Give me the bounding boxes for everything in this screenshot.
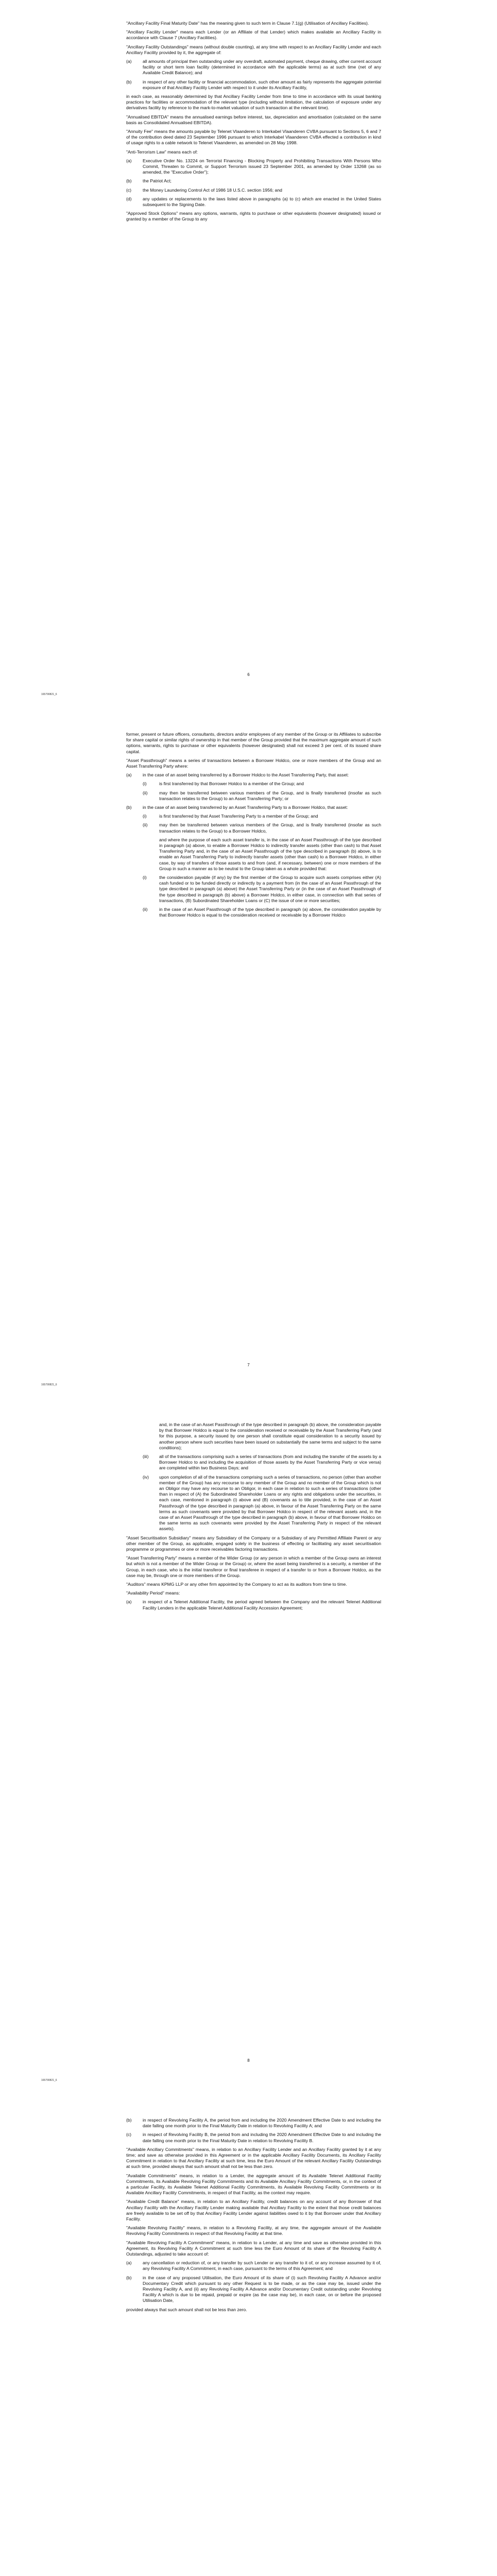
- list-item-label: (c): [126, 2132, 132, 2138]
- paragraph: in each case, as reasonably determined by that Ancillary Facility Lender from time to time in accordance with its usual banking practices for facilities or accommodation of the relevant type (including without limitation, the calculation of exposure under any derivatives facility by reference to the mark-to-market valuation of such transaction at the relevant time).: [126, 94, 381, 111]
- list-item: [126, 2275, 381, 2304]
- list-item-text: the Patriot Act;: [143, 178, 172, 184]
- paragraph: "Asset Securitisation Subsidiary" means any Subsidiary of the Company or a Subsidiary of any Permitted Affiliate Parent or any other member of the Group, as applicable, engaged solely in the business of effecting or facilitating any asset securitisation programme or programmes or one or more receivables factoring transactions.: [126, 1535, 381, 1552]
- list-item: [126, 59, 381, 76]
- paragraph: "Ancillary Facility Lender" means each Lender (or an Affiliate of that Lender) which makes available an Ancillary Facility in accordance with Clause 7 (Ancillary Facilities).: [126, 29, 381, 41]
- list-item-text: in respect of Revolving Facility B, the period from and including the 2020 Amendment Effective Date to and including the date falling one month prior to the Final Maturity Date in relation to Revolving Facility B.: [143, 2132, 381, 2143]
- paragraph: "Annualised EBITDA" means the annualised earnings before interest, tax, depreciation and amortisation (calculated on the same basis as Consolidated Annualised EBITDA).: [126, 114, 381, 125]
- document-id: 165790821_6: [41, 2079, 57, 2082]
- list-item-label: (d): [126, 196, 132, 201]
- list-item-text: in the case of an asset being transferred by an Asset Transferring Party to a Borrower Holdco, that asset:: [143, 805, 348, 810]
- list-item-label: (b): [126, 2117, 132, 2123]
- list-item-text: is first transferred by that Asset Transferring Party to a member of the Group; and: [159, 814, 318, 819]
- list-item: [126, 2132, 381, 2143]
- sub-list-item: [143, 907, 381, 918]
- list-item-label: (i): [143, 781, 147, 787]
- page-number: 6: [247, 672, 250, 677]
- page-number: 7: [247, 1363, 250, 1367]
- list-item: [126, 772, 381, 778]
- page-7-content: [126, 732, 381, 921]
- list-item-label: (iii): [143, 1454, 149, 1460]
- list-item-text: in the case of any proposed Utilisation, the Euro Amount of its share of (i) such Revolving Facility A Advance and/or Documentary Credit which pursuant to any other Request is to be made, or as the case may be, issued under the Revolving Facility A, and (ii) any Revolving Facility A Advance and/or Documentary Credit outstanding under Revolving Facility A which is due to be repaid, prepaid or expire (as the case may be), in each case, on or before the proposed Utilisation Date,: [143, 2275, 381, 2303]
- paragraph: "Availability Period" means:: [126, 1590, 180, 1596]
- list-item: [126, 79, 381, 91]
- list-item-label: (c): [126, 187, 132, 193]
- list-item-text: upon completion of all of the transactions comprising such a series of transactions, no person (other than another member of the Group) has any recourse to any member of the Group and no member of the Group which is not an Obligor may have any recourse to an Obligor, in each case in relation to such a series of transactions (other than in respect of (A) the Subordinated Shareholder Loans or any rights and obligations under the securities, in each case, mentioned in paragraph (i) above and (B) covenants as to title provided, in the case of an Asset Passthrough of the type described in paragraph (a) above, in favour of the Asset Transferring Party on the same terms as such covenants were provided by that Borrower Holdco in respect of the relevant assets and, in the case of an Asset Passthrough of the type described in paragraph (b) above, in favour of that Borrower Holdco on the same terms as such covenants were provided by the Asset Transferring Party in respect of the relevant assets).: [159, 1474, 381, 1532]
- sub-list-item: [143, 822, 381, 834]
- page-6-content: [126, 21, 381, 226]
- list-item-text: the consideration payable (if any) by the first member of the Group to acquire such assets comprises either (A) cash funded or to be funded directly or indirectly by a payment from (in the case of an Asset Passthrough of the type described in paragraph (a) above) the Asset Transferring Party or (in the case of an Asset Passthrough of the type described in paragraph (b) above) a Borrower Holdco, in either case, in connection with that series of transactions, (B) Subordinated Shareholder Loans or (C) the issue of one or more securities;: [159, 875, 381, 903]
- list-item: [126, 158, 381, 176]
- list-item: [126, 178, 381, 184]
- page-number: 8: [247, 2058, 250, 2063]
- paragraph: "Available Ancillary Commitments" means, in relation to an Ancillary Facility Lender and an Ancillary Facility granted by it at any time; and save as otherwise provided in this Agreement or in the applicable Ancillary Facility Documents, its Ancillary Facility Commitment in relation to that Ancillary Facility at such time, less the Euro Amount of the relevant Ancillary Facility Outstandings at such time, provided always that such amount shall not be less than zero.: [126, 2146, 381, 2170]
- list-item-text: any cancellation or reduction of, or any transfer by such Lender or any transfer to it of, or any increase assumed by it of, any Revolving Facility A Commitment, in each case, pursuant to the terms of this Agreement; and: [143, 2260, 381, 2272]
- list-item-text: in respect of any other facility or financial accommodation, such other amount as fairly represents the aggregate potential exposure of that Ancillary Facility Lender with respect to it under its Ancillary Facility,: [143, 79, 381, 90]
- list-item-text: in respect of a Telenet Additional Facility, the period agreed between the Company and the relevant Telenet Additional Facility Lenders in the applicable Telenet Additional Facility Accession Agreement;: [143, 1599, 381, 1611]
- document-id: 165790821_6: [41, 1383, 57, 1386]
- sub-list-item: [143, 790, 381, 802]
- paragraph: provided always that such amount shall not be less than zero.: [126, 2307, 247, 2312]
- list-item-label: (iv): [143, 1474, 149, 1480]
- list-item-label: (i): [143, 875, 147, 880]
- list-item-text: all of the transactions comprising such a series of transactions (from and including the transfer of the assets by a Borrower Holdco to and including the acquisition of those assets by the Asset Transferring Party or vice versa) are completed within two Business Days; and: [159, 1454, 381, 1471]
- paragraph: "Available Revolving Facility A Commitment" means, in relation to a Lender, at any time and save as otherwise provided in this Agreement, its Revolving Facility A Commitment at such time less the Euro Amount of its share of the Revolving Facility A Outstandings, adjusted to take account of:: [126, 2240, 381, 2257]
- document-id: 165790821_6: [41, 693, 57, 696]
- list-item-label: (a): [126, 1599, 132, 1605]
- paragraph: and, in the case of an Asset Passthrough of the type described in paragraph (b) above, the consideration payable by that Borrower Holdco is equal to the consideration received or receivable by the Asset Transferring Party (and for this purpose, a security issued by one person shall constitute equal consideration to a security issued by another person where such securities have been issued on substantially the same terms and subject to the same conditions);: [159, 1422, 381, 1450]
- list-item: [126, 1599, 381, 1611]
- list-item-text: may then be transferred between various members of the Group, and is finally transferred (insofar as such transaction relates to the Group) to a Borrower Holdco,: [159, 822, 381, 834]
- list-item-text: in the case of an asset being transferred by a Borrower Holdco to the Asset Transferring Party, that asset:: [143, 772, 349, 778]
- list-item-text: Executive Order No. 13224 on Terrorist Financing - Blocking Property and Prohibiting Transactions With Persons Who Commit, Threaten to Commit, or Support Terrorism issued 23 September 2001, as amended by Order 13268 (as so amended, the "Executive Order");: [143, 158, 381, 175]
- list-item-label: (i): [143, 814, 147, 819]
- page-9-content: [126, 2117, 381, 2316]
- paragraph: "Asset Passthrough" means a series of transactions between a Borrower Holdco, one or more members of the Group and an Asset Transferring Party where:: [126, 757, 381, 769]
- paragraph: "Available Revolving Facility" means, in relation to a Revolving Facility, at any time, the aggregate amount of the Available Revolving Facility Commitments in respect of that Revolving Facility at that time.: [126, 2225, 381, 2236]
- list-item: [126, 805, 381, 810]
- list-item-label: (ii): [143, 822, 148, 828]
- paragraph: "Available Commitments" means, in relation to a Lender, the aggregate amount of its Available Telenet Additional Facility Commitments, its Available Revolving Facility Commitments and its Available Ancillary Facility Commitments, or, in the context of a particular Facility, its Available Telenet Additional Facility Commitments, its Available Revolving Facility Commitments or its Available Ancillary Facility Commitments, in respect of that Facility, as the context may require.: [126, 2173, 381, 2196]
- list-item: [126, 2260, 381, 2272]
- list-item-label: (ii): [143, 790, 148, 795]
- paragraph: "Available Credit Balance" means, in relation to an Ancillary Facility, credit balances on any account of any Borrower of that Ancillary Facility with the Ancillary Facility Lender making available that Ancillary Facility to the extent that those credit balances are freely available to be set off by that Ancillary Facility Lender against liabilities owed to it by that Borrower under that Ancillary Facility.: [126, 2199, 381, 2222]
- list-item-text: in the case of an Asset Passthrough of the type described in paragraph (a) above, the consideration payable by that Borrower Holdco is equal to the consideration received or receivable by a Borrower Holdco: [159, 907, 381, 918]
- list-item-text: all amounts of principal then outstanding under any overdraft, automated payment, cheque drawing, other current account facility or short term loan facility (determined in accordance with the applicable terms) as at such time (net of any Available Credit Balance); and: [143, 59, 381, 76]
- list-item-text: in respect of Revolving Facility A, the period from and including the 2020 Amendment Effective Date to and including the date falling one month prior to the Final Maturity Date in relation to Revolving Facility A; and: [143, 2117, 381, 2129]
- list-item-text: any updates or replacements to the laws listed above in paragraphs (a) to (c) which are enacted in the United States subsequent to the Signing Date.: [143, 196, 381, 208]
- paragraph: "Ancillary Facility Final Maturity Date" has the meaning given to such term in Clause 7.1(g) (Utilisation of Ancillary Facilities).: [126, 21, 369, 26]
- sub-list-item: [143, 781, 381, 787]
- paragraph: "Asset Transferring Party" means a member of the Wider Group (or any person in which a member of the Group owns an interest but which is not a member of the Wider Group or the Group) or, where the asset being transferred is a security, a member of the Group, in each case, who is the initial transferor or final transferee in respect of a transfer to or from a Borrower Holdco, as the case may be, through one or more members of the Group.: [126, 1555, 381, 1578]
- list-item-label: (b): [126, 805, 132, 810]
- list-item: [126, 188, 381, 193]
- sub-list-item: [143, 814, 381, 819]
- paragraph: "Approved Stock Options" means any options, warrants, rights to purchase or other equivalents (however designated) issued or granted by a member of the Group to any: [126, 211, 381, 222]
- list-item-label: (a): [126, 59, 132, 64]
- list-item: [126, 196, 381, 208]
- list-item-label: (a): [126, 2260, 132, 2266]
- sub-list-item: [143, 1475, 381, 1532]
- page-8-content: [126, 1422, 381, 1614]
- list-item-label: (ii): [143, 907, 148, 912]
- paragraph: former, present or future officers, consultants, directors and/or employees of any member of the Group or its Affiliates to subscribe for share capital or similar rights of ownership in that member of the Group provided that the maximum aggregate amount of such options, warrants, rights to purchase or other equivalents (however designated) shall not exceed 3 per cent. of its issued share capital.: [126, 732, 381, 754]
- paragraph: "Ancillary Facility Outstandings" means (without double counting), at any time with respect to an Ancillary Facility Lender and each Ancillary Facility provided by it, the aggregate of:: [126, 44, 381, 55]
- sub-list-item: [143, 875, 381, 904]
- paragraph: "Auditors" means KPMG LLP or any other firm appointed by the Company to act as its auditors from time to time.: [126, 1582, 347, 1587]
- list-item-label: (a): [126, 158, 132, 163]
- list-item-label: (a): [126, 772, 132, 778]
- list-item-label: (b): [126, 79, 132, 84]
- sub-list-item: [143, 1454, 381, 1471]
- paragraph: "Anti-Terrorism Law" means each of:: [126, 149, 198, 155]
- list-item-text: may then be transferred between various members of the Group, and is finally transferred (insofar as such transaction relates to the Group) to an Asset Transferring Party; or: [159, 790, 381, 801]
- paragraph: "Annuity Fee" means the amounts payable by Telenet Vlaanderen to Interkabel Vlaanderen CVBA pursuant to Sections 5, 6 and 7 of the contribution deed dated 23 September 1996 pursuant to which Interkabel Vlaanderen CVBA effected a contribution in kind of usage rights to a cable network to Telenet Vlaanderen, as amended on 28 May 1998.: [126, 129, 381, 146]
- list-item-text: is first transferred by that Borrower Holdco to a member of the Group; and: [159, 781, 304, 787]
- list-item-label: (b): [126, 2275, 132, 2280]
- list-item-text: the Money Laundering Control Act of 1986 18 U.S.C. section 1956; and: [143, 187, 282, 193]
- paragraph: and where the purpose of each such asset transfer is, in the case of an Asset Passthrough of the type described in paragraph (a) above, to enable a Borrower Holdco to indirectly transfer assets (other than cash) to that Asset Transferring Party and, in the case of an Asset Passthrough of the type described in paragraph (b) above, is to enable an Asset Transferring Party to indirectly transfer assets (other than cash) to a Borrower Holdco, in either case, by way of transfers of those assets to and from (and, if necessary, between) one or more members of the Group in such a manner as to be neutral to the Group taken as a whole provided that:: [159, 837, 381, 871]
- list-item: [126, 2117, 381, 2129]
- list-item-label: (b): [126, 178, 132, 184]
